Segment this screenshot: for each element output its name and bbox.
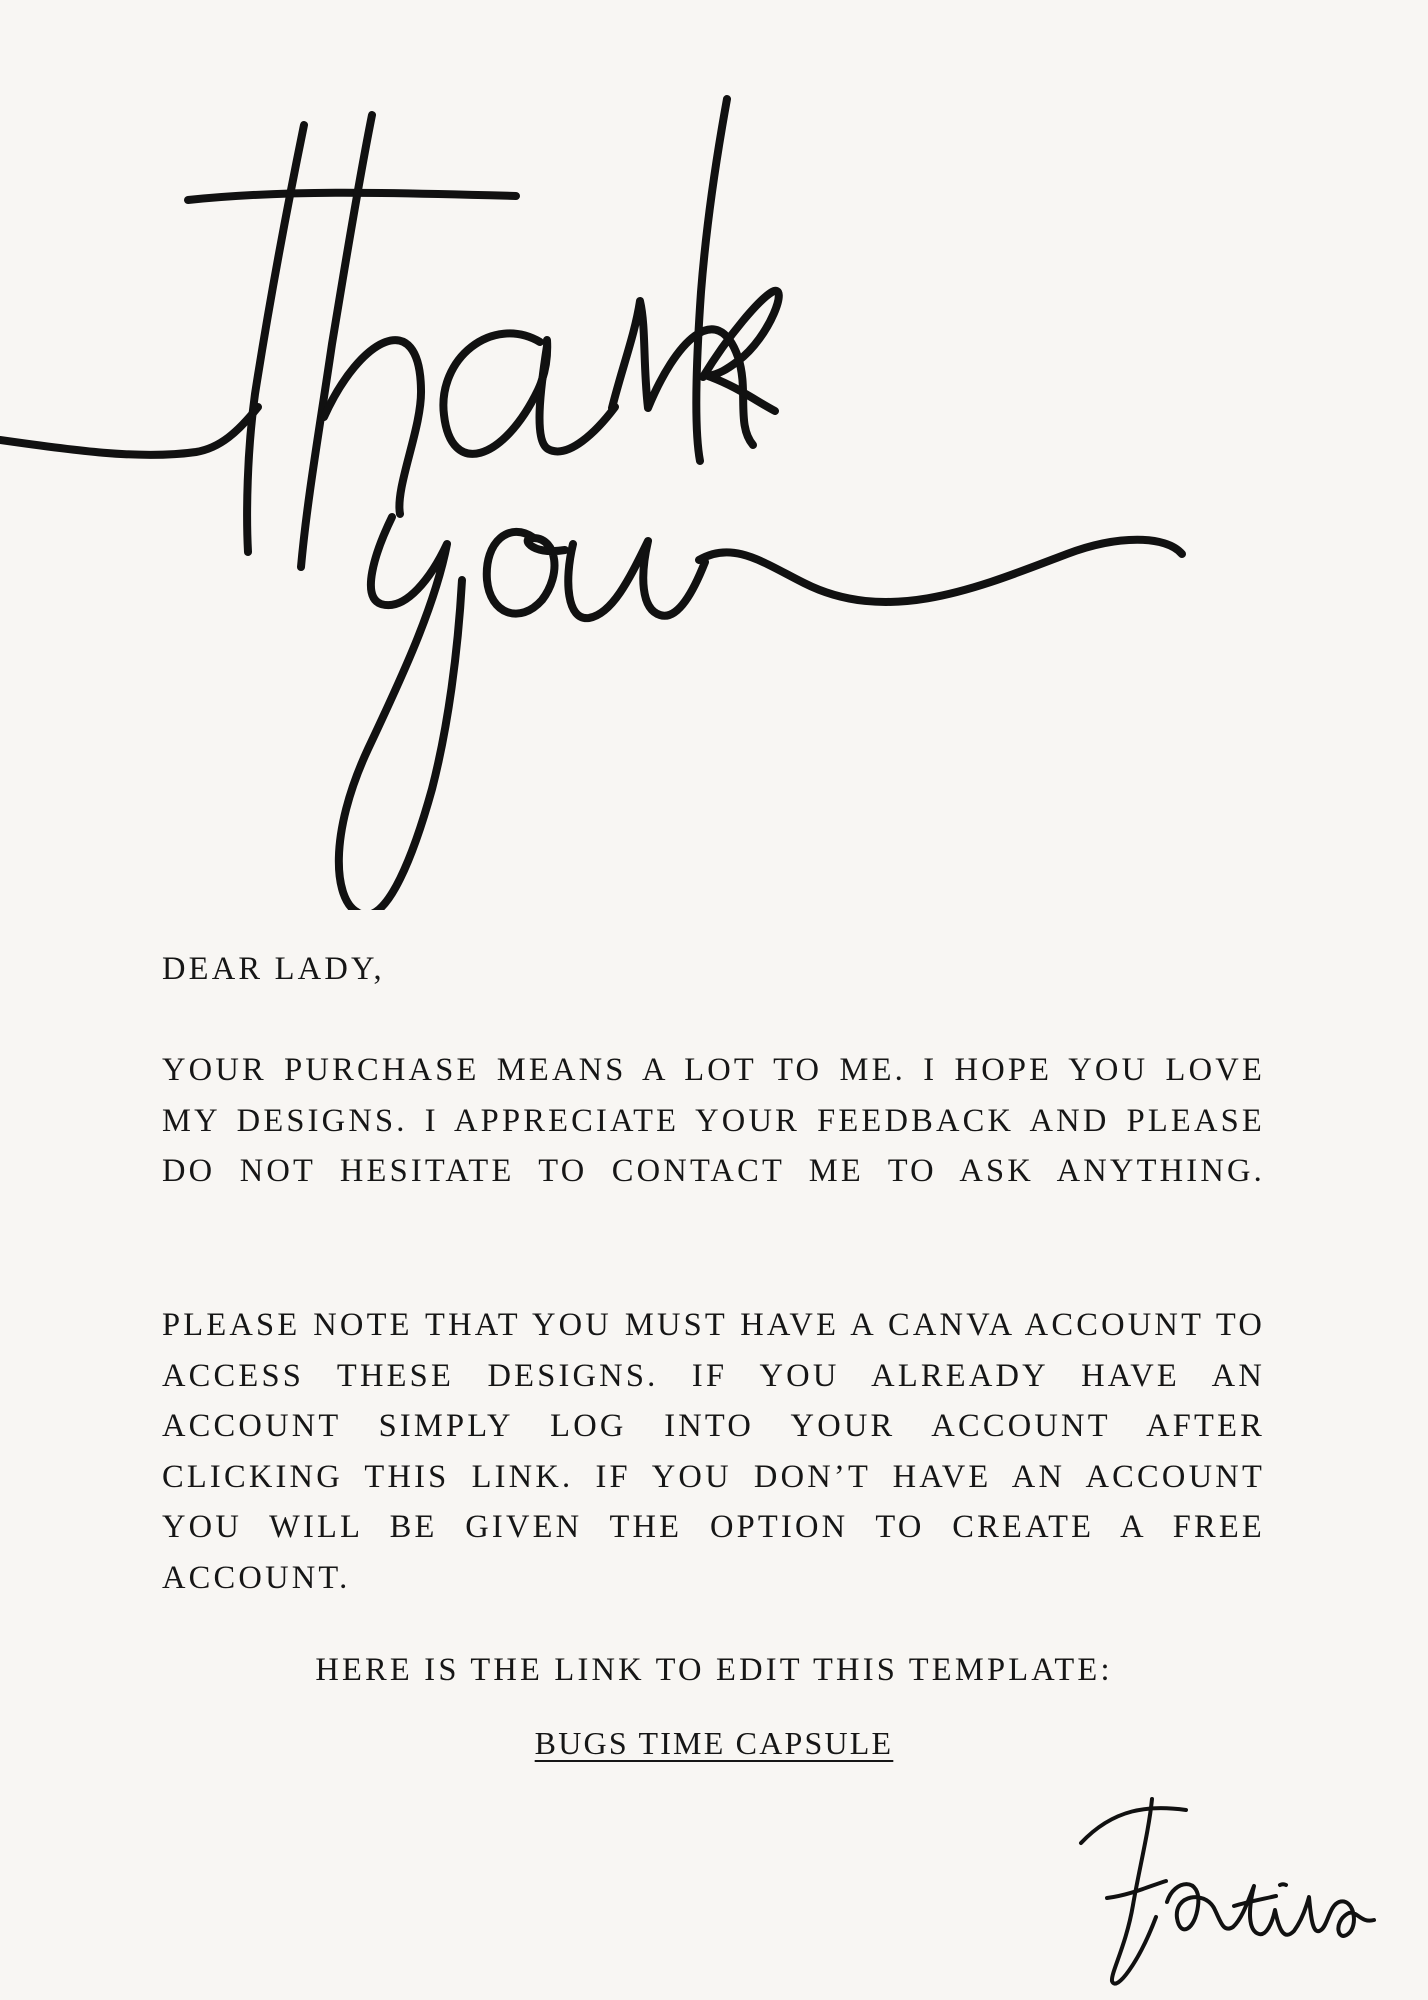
a-tail (540, 346, 615, 451)
k-loop (703, 291, 779, 411)
i-dot (1280, 1884, 1286, 1885)
t-stem (247, 125, 304, 552)
n-stroke (612, 301, 753, 445)
f-top (1081, 1808, 1186, 1843)
canva-account-paragraph: PLEASE NOTE THAT YOU MUST HAVE A CANVA ACCOUNT TO ACCESS THESE DESIGNS. IF YOU ALREADY HAVE AN ACCOUNT SIMPLY LOG INTO YOUR ACCOUNT AFTER CLICKING THIS LINK. IF YOU DON’T HAVE AN ACCOUNT YOU WILL BE GIVEN THE OPTION TO CREATE A FREE ACCOUNT. (162, 1307, 1265, 1596)
greeting: DEAR LADY, (162, 951, 385, 987)
left-swash (0, 407, 258, 455)
bugs-time-capsule-link[interactable]: BUGS TIME CAPSULE (534, 1725, 894, 1761)
a-bowl (443, 333, 547, 453)
link-intro: HERE IS THE LINK TO EDIT THIS TEMPLATE: (315, 1652, 1113, 1688)
y-loop (339, 517, 462, 910)
h-stem (301, 115, 372, 567)
t-cross (1234, 1896, 1276, 1906)
t-crossbar (188, 193, 516, 200)
o-stroke (487, 532, 565, 614)
thank-you-script-heading (0, 70, 1428, 910)
fatima-signature-art (1078, 1760, 1378, 1990)
k-stem (696, 99, 727, 461)
u-stroke (568, 541, 705, 618)
atima-stroke (1167, 1884, 1374, 1936)
right-swash (699, 540, 1182, 602)
h-arch (324, 340, 421, 514)
thank-you-script-art (0, 70, 1428, 910)
thank-you-paragraph: YOUR PURCHASE MEANS A LOT TO ME. I HOPE YOU LOVE MY DESIGNS. I APPRECIATE YOUR FEEDBACK AND PLEASE DO NOT HESITATE TO CONTACT ME TO ASK ANYTHING. (162, 1052, 1265, 1189)
signature (1078, 1760, 1378, 1990)
